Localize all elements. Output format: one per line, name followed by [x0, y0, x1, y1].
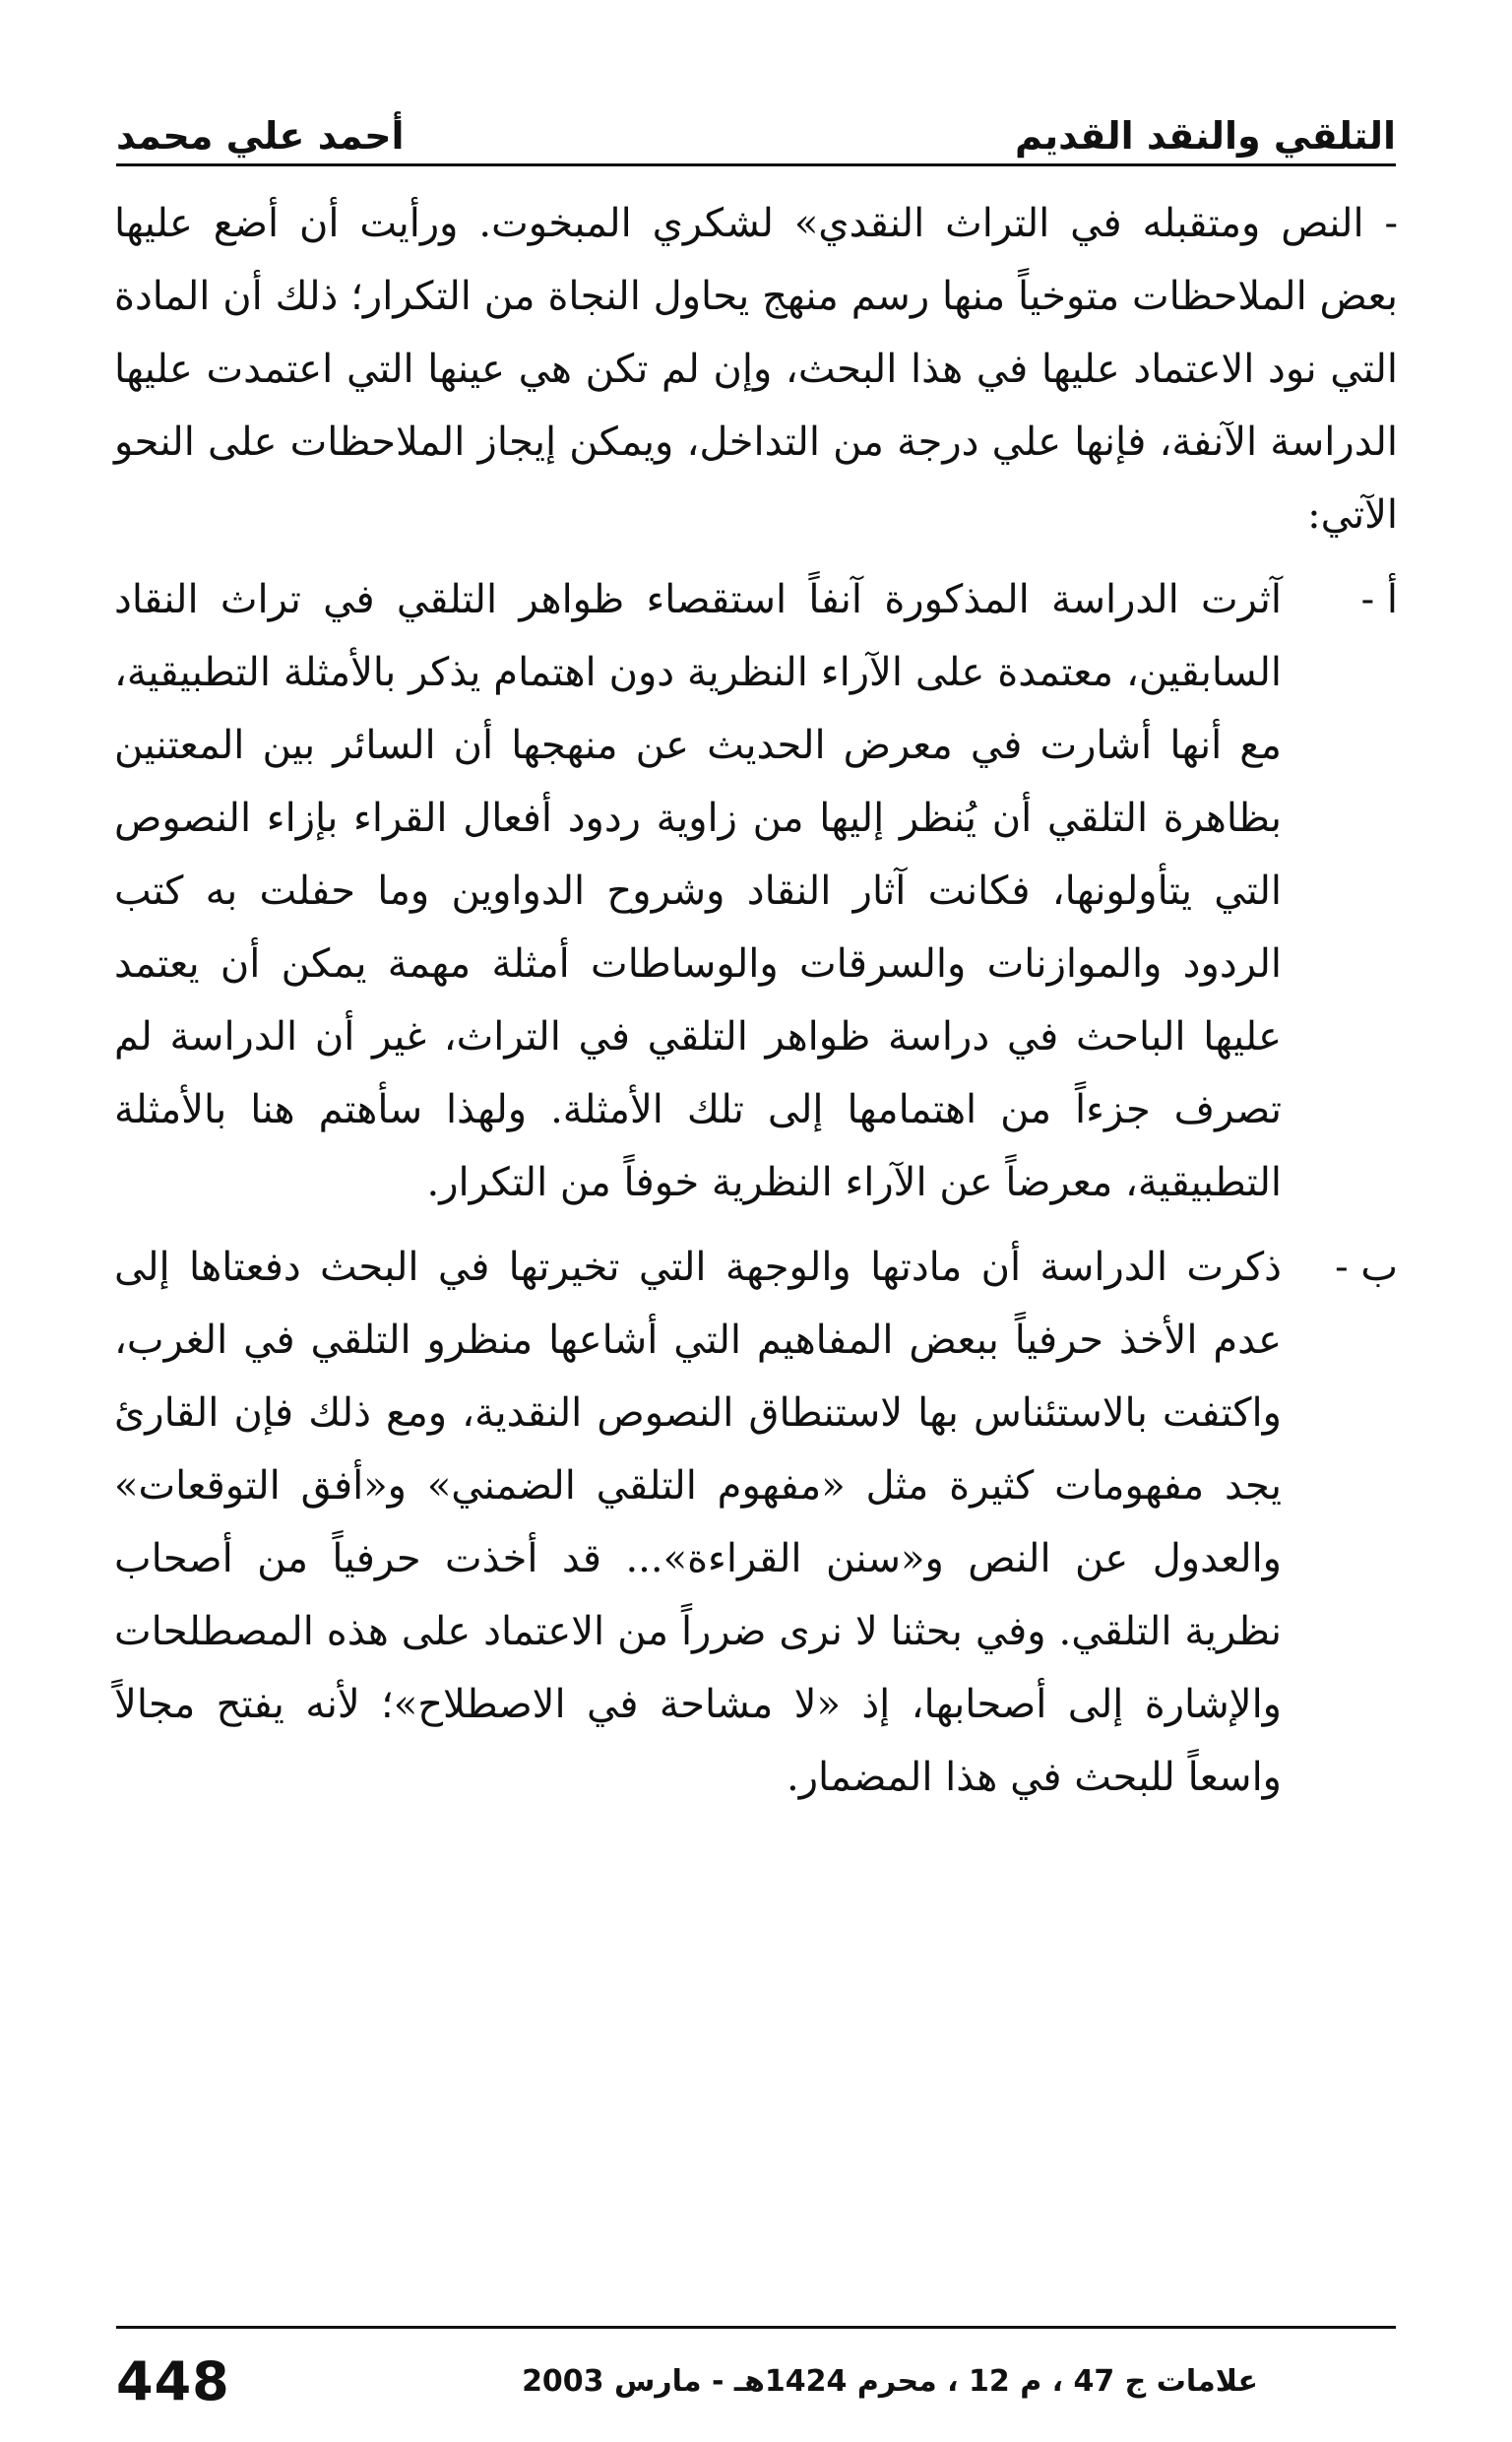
page-footer: [116, 2342, 1396, 2420]
running-head: [116, 89, 1396, 158]
list-item-text: ذكرت الدراسة أن مادتها والوجهة التي تخيرتها في البحث دفعتاها إلى عدم الأخذ حرفياً ببعض المفاهيم التي أشاعها منظرو التلقي في الغرب، واكتفت بالاستئناس بها لاستنطاق النصوص النقدية، ومع ذلك فإن القارئ يجد مفهومات كثيرة مثل «مفهوم التلقي الضمني» و«أفق التوقعات» والعدول عن النص و«سنن القراءة»... قد أخذت حرفياً من أصحاب نظرية التلقي. وفي بحثنا لا نرى ضرراً من الاعتماد على هذه المصطلحات والإشارة إلى أصحابها، إذ «لا مشاحة في الاصطلاح»؛ لأنه يفتح مجالاً واسعاً للبحث في هذا المضمار.: [114, 1245, 1282, 1800]
list-item-marker: أ -: [1360, 577, 1398, 622]
book-title: التلقي والنقد القديم: [1015, 114, 1396, 158]
journal-info: علامات ج 47 ، م 12 ، محرم 1424هـ - مارس 2003: [522, 2363, 1258, 2399]
list-item-marker: ب -: [1335, 1245, 1398, 1290]
header-rule: [116, 163, 1396, 166]
intro-paragraph: - النص ومتقبله في التراث النقدي» لشكري المبخوت. ورأيت أن أضع عليها بعض الملاحظات متوخياً منها رسم منهج يحاول النجاة من التكرار؛ ذلك أن المادة التي نود الاعتماد عليها في هذا البحث، وإن لم تكن هي عينها التي اعتمدت عليها الدراسة الآنفة، فإنها علي درجة من التداخل، ويمكن إيجاز الملاحظات على النحو الآتي:: [114, 201, 1398, 538]
list-item-alef: [114, 563, 1398, 1219]
page-number: 448: [116, 2349, 230, 2412]
footer-rule: [116, 2326, 1396, 2329]
author-name: أحمد علي محمد: [116, 114, 405, 158]
list-item-ba: [114, 1231, 1398, 1814]
body-text: [114, 187, 1398, 1814]
list-item-text: آثرت الدراسة المذكورة آنفاً استقصاء ظواهر التلقي في تراث النقاد السابقين، معتمدة على الآراء النظرية دون اهتمام يذكر بالأمثلة التطبيقية، مع أنها أشارت في معرض الحديث عن منهجها أن السائر بين المعتنين بظاهرة التلقي أن يُنظر إليها من زاوية ردود أفعال القراء بإزاء النصوص التي يتأولونها، فكانت آثار النقاد وشروح الدواوين وما حفلت به كتب الردود والموازنات والسرقات والوساطات أمثلة مهمة يمكن أن يعتمد عليها الباحث في دراسة ظواهر التلقي في التراث، غير أن الدراسة لم تصرف جزءاً من اهتمامها إلى تلك الأمثلة. ولهذا سأهتم هنا بالأمثلة التطبيقية، معرضاً عن الآراء النظرية خوفاً من التكرار.: [114, 577, 1282, 1205]
